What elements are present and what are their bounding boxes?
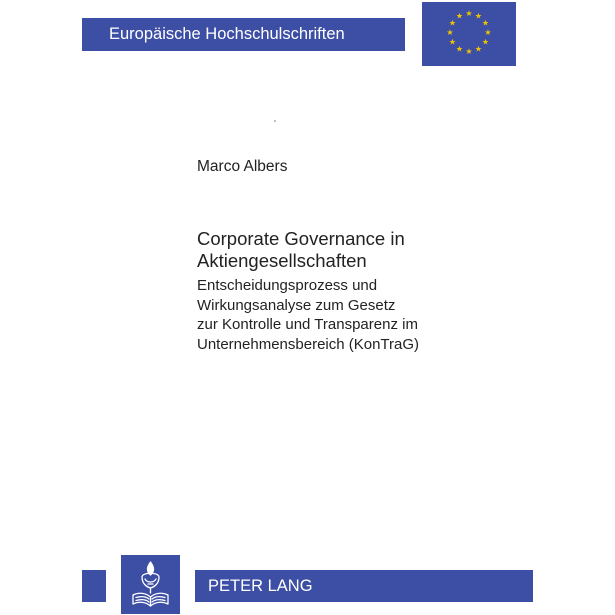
svg-text:★: ★ [481, 37, 490, 47]
book-title-line: Corporate Governance in [197, 228, 405, 249]
svg-text:★: ★ [446, 28, 454, 37]
svg-text:★: ★ [465, 9, 473, 18]
svg-text:★: ★ [448, 37, 457, 47]
svg-text:★: ★ [455, 11, 464, 21]
series-banner [82, 18, 405, 51]
series-title: Europäische Hochschulschriften [109, 25, 345, 43]
book-title [197, 228, 405, 272]
publisher-banner [195, 570, 533, 602]
publisher-name: PETER LANG [208, 577, 313, 595]
svg-text:★: ★ [484, 28, 492, 37]
book-subtitle [197, 276, 419, 354]
eu-star-circle-icon [422, 2, 516, 66]
book-subtitle-line: Unternehmensbereich (KonTraG) [197, 335, 420, 353]
publisher-logo [121, 555, 180, 614]
book-subtitle-line: Entscheidungsprozess und [197, 277, 378, 294]
book-title-line: Aktiengesellschaften [197, 250, 367, 271]
svg-text:★: ★ [481, 18, 490, 28]
eu-flag [422, 2, 516, 66]
svg-text:★: ★ [474, 11, 483, 21]
decorative-square [82, 570, 106, 602]
book-subtitle-line: zur Kontrolle und Transparenz im [197, 316, 418, 333]
speck-mark [274, 120, 276, 122]
svg-text:★: ★ [455, 44, 464, 54]
svg-text:★: ★ [465, 47, 473, 56]
svg-text:★: ★ [474, 44, 483, 54]
book-subtitle-line: Wirkungsanalyse zum Gesetz [197, 296, 396, 314]
svg-text:★: ★ [448, 18, 457, 28]
author-name: Marco Albers [197, 158, 288, 175]
publisher-emblem-icon [121, 555, 180, 614]
